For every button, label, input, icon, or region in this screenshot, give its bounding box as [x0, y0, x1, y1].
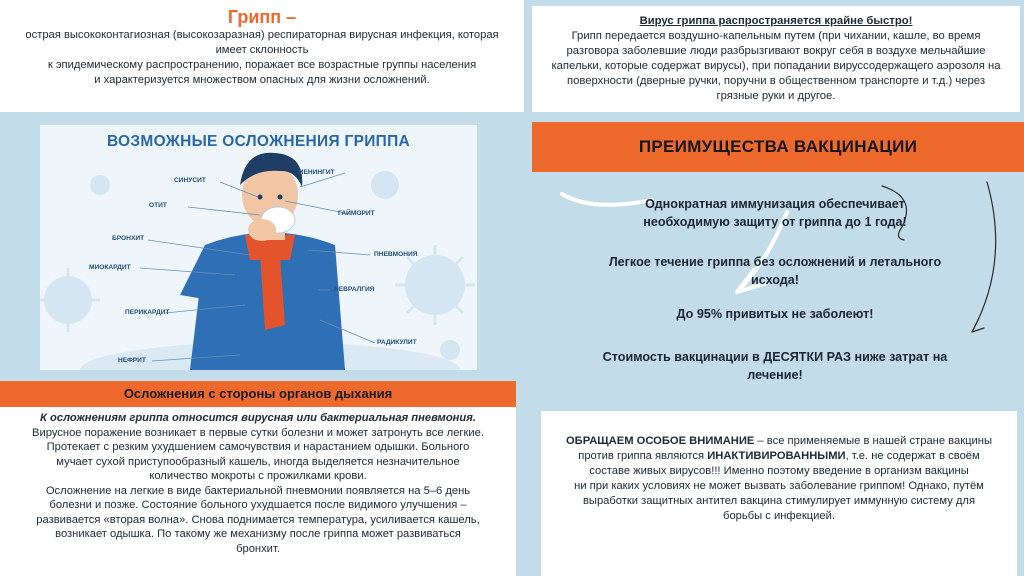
- text-line: развивается «вторая волна». Снова поднимается температура, усиливается кашель,: [36, 513, 480, 526]
- label-pneumonia: ПНЕВМОНИЯ: [374, 251, 418, 258]
- text-line: количество мокроты с прожилками крови.: [149, 470, 367, 482]
- label-bronchitis: БРОНХИТ: [112, 235, 145, 242]
- text-line: До 95% привитых не заболеют!: [676, 307, 874, 321]
- flu-title: Грипп –: [227, 7, 297, 27]
- spread-panel: [532, 6, 1020, 112]
- advantage-item: [540, 348, 1010, 384]
- text-line: ни при каких условиях не может вызвать заболевание гриппом! Однако, путём: [574, 480, 984, 492]
- text-line: борьбы с инфекцией.: [723, 510, 835, 522]
- text-line: разговора заболевшие люди разбрызгивают вокруг себя в воздухе мельчайшие: [566, 45, 986, 57]
- label-myocarditis: МИОКАРДИТ: [89, 264, 131, 271]
- respiratory-header: Осложнения с стороны органов дыхания: [0, 381, 516, 407]
- text-line: Однократная иммунизация обеспечивает: [645, 197, 905, 211]
- flu-definition-panel: [0, 0, 524, 112]
- label-sinusitis: СИНУСИТ: [174, 177, 206, 184]
- spread-title: Вирус гриппа распространяется крайне быстро!: [639, 15, 913, 27]
- text-line: мучает сухой приступообразный кашель, иногда выделяется незначительное: [56, 455, 460, 468]
- respiratory-text: [8, 426, 508, 557]
- text-line: [551, 434, 1007, 449]
- text-line: Стоимость вакцинации в ДЕСЯТКИ РАЗ ниже затрат на: [602, 350, 948, 364]
- text-line: поверхности (дверные ручки, поручни в общественном транспорте и т.д.) через: [566, 75, 986, 87]
- text-line: [551, 449, 1007, 464]
- attention-lead: ОБРАЩАЕМ ОСОБОЕ ВНИМАНИЕ: [565, 435, 755, 447]
- complications-illustration: [40, 125, 477, 370]
- respiratory-lead: К осложнениям гриппа относится вирусная или бактериальная пневмония.: [40, 412, 476, 424]
- respiratory-panel: [0, 407, 516, 576]
- text-line: и характеризуется множеством опасных для жизни осложнений.: [94, 74, 430, 86]
- text-line: болезни и позже. Состояние больного ухудшается после видимого улучшения –: [49, 499, 467, 511]
- advantages-header: ПРЕИМУЩЕСТВА ВАКЦИНАЦИИ: [532, 122, 1024, 172]
- text-line: грязные руки и другое.: [716, 90, 836, 102]
- text-line: острая высококонтагиозная (высокозаразная) респираторная вирусная инфекция, которая: [25, 29, 499, 41]
- text-line: Осложнение на легкие в виде бактериальной пневмонии появляется на 5–6 день: [45, 484, 471, 497]
- text-span: , т.е. не содержат в своём: [845, 450, 980, 462]
- text-line: Легкое течение гриппа без осложнений и летального: [608, 255, 942, 269]
- text-line: капельки, которые содержат вирусы), при попадании вируссодержащего аэрозоля на: [551, 60, 1001, 72]
- illustration-title: ВОЗМОЖНЫЕ ОСЛОЖНЕНИЯ ГРИППА: [106, 133, 411, 150]
- label-nephritis: НЕФРИТ: [118, 357, 146, 364]
- label-pericarditis: ПЕРИКАРДИТ: [125, 309, 170, 316]
- attention-panel: [541, 411, 1017, 576]
- advantage-item: [540, 195, 1010, 231]
- sick-man-picture: [40, 125, 477, 370]
- text-span: – все применяемые в нашей стране вакцины: [754, 435, 992, 447]
- text-line: лечение!: [747, 368, 803, 382]
- label-radiculitis: РАДИКУЛИТ: [377, 339, 417, 346]
- text-line: исхода!: [751, 273, 799, 287]
- text-line: к эпидемическому распространению, поражает все возрастные группы населения: [47, 59, 477, 71]
- text-line: бронхит.: [236, 542, 280, 555]
- text-line: составе живых вирусов!!! Именно поэтому введение в организм вакцины: [589, 465, 969, 477]
- inactivated-emphasis: ИНАКТИВИРОВАННЫМИ: [707, 450, 846, 462]
- text-line: выработки защитных антител вакцина стимулирует иммунную систему для: [582, 495, 976, 507]
- label-sinusitis-max: ГАЙМОРИТ: [338, 210, 375, 217]
- advantage-item: [540, 305, 1010, 323]
- label-neuralgia: НЕВРАЛГИЯ: [334, 286, 375, 293]
- text-span: против гриппа являются: [578, 450, 708, 462]
- flu-definition-text: [6, 28, 518, 88]
- text-line: Вирусное поражение возникает в первые сутки болезни и может затронуть все легкие.: [32, 426, 484, 439]
- spread-text: [540, 29, 1012, 104]
- label-otitis: ОТИТ: [149, 202, 167, 209]
- text-line: Грипп передается воздушно-капельным путем (при чихании, кашле, во время: [571, 30, 981, 42]
- advantage-item: [540, 253, 1010, 289]
- text-line: имеет склонность: [215, 44, 309, 56]
- text-line: Протекает с резким ухудшением самочувствия и нарастанием одышки. Больного: [46, 441, 470, 453]
- label-meningitis: МЕНИНГИТ: [298, 169, 335, 176]
- attention-text: [551, 434, 1007, 524]
- text-line: возникает одышка. По такому же механизму после гриппа может развиваться: [55, 528, 461, 540]
- text-line: необходимую защиту от гриппа до 1 года!: [643, 215, 907, 229]
